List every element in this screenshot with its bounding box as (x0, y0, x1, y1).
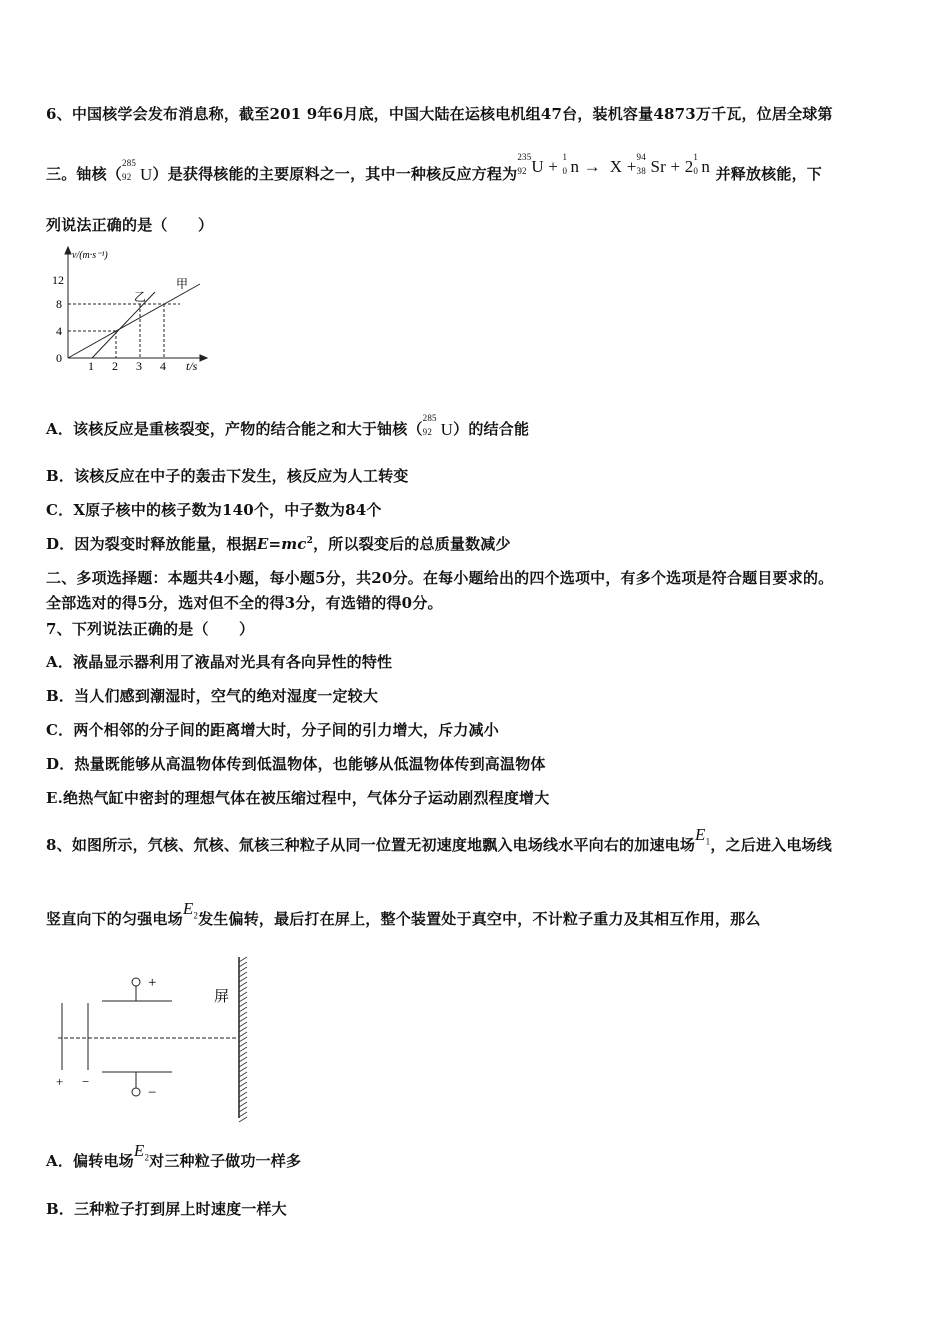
nuclide-symbol: U (440, 420, 454, 439)
eq-u-sym: U (531, 157, 544, 176)
eq-sr-sym: Sr (650, 157, 667, 176)
hatch-line (239, 1037, 247, 1042)
hatch-line (239, 1047, 247, 1052)
y-tick-0: 0 (56, 351, 62, 365)
eq-n-atomic: 0 (562, 166, 568, 176)
hatch-line (239, 1102, 247, 1107)
y-tick-12: 12 (52, 273, 64, 287)
q8-line2-tail: 发生偏转，最后打在屏上，整个装置处于真空中，不计粒子重力及其相互作用，那么 (198, 910, 761, 928)
eq-n-mass: 1 (562, 152, 568, 162)
q6-option-d (46, 533, 511, 554)
hatch-line (239, 992, 247, 997)
top-plus-sign: + (148, 975, 157, 991)
q6-option-d-text: D．因为裂变时释放能量，根据 (46, 535, 257, 553)
left-minus-sign: − (82, 1074, 90, 1089)
eq-plus2: + (626, 157, 637, 176)
hatch-line (239, 1052, 247, 1057)
nuclide-mass: 285 (422, 413, 437, 423)
q6-line2 (46, 152, 822, 185)
eq-u-mass: 235 (517, 152, 532, 162)
eq-u-atomic: 92 (517, 166, 527, 176)
field-e1-sub: 1 (705, 836, 711, 847)
hatch-line (239, 997, 247, 1002)
q8-option-a (46, 1141, 302, 1172)
eq-n2-atomic: 0 (693, 166, 699, 176)
field-e2-option (134, 1141, 149, 1162)
bottom-minus-sign: − (148, 1085, 157, 1101)
q6-line2-a: 三。铀核（ (46, 165, 123, 183)
q8-line2-text: 竖直向下的匀强电场 (46, 910, 183, 928)
x-axis-label: t/s (186, 359, 198, 373)
hatch-line (239, 1087, 247, 1092)
q8-line2 (46, 899, 761, 930)
x-tick-4: 4 (160, 359, 166, 373)
field-e2-symbol: E (133, 1141, 145, 1160)
uranium-nuclide-a (422, 413, 454, 440)
hatch-line (239, 1042, 247, 1047)
uranium-nuclide (122, 158, 153, 185)
y-tick-4: 4 (56, 324, 62, 338)
y-axis-label: v/(m·s⁻¹) (72, 250, 108, 261)
hatch-line (239, 1022, 247, 1027)
left-plus-sign: + (56, 1074, 64, 1089)
nuclide-atomic: 92 (122, 172, 132, 182)
hatch-line (239, 972, 247, 977)
q6-line1: 6、中国核学会发布消息称，截至201 9年6月底，中国大陆在运核电机组47台，装机容量4873万千瓦，位居全球第 (46, 105, 833, 123)
q7-option-a: A．液晶显示器利用了液晶对光具有各向异性的特性 (46, 653, 393, 671)
x-tick-3: 3 (136, 359, 142, 373)
nuclide-mass: 285 (122, 158, 137, 168)
hatch-line (239, 982, 247, 987)
field-apparatus-diagram (50, 955, 260, 1125)
eq-x: X (609, 157, 623, 176)
q7-option-e: E.绝热气缸中密封的理想气体在被压缩过程中，气体分子运动剧烈程度增大 (46, 789, 550, 807)
hatch-line (239, 1117, 247, 1122)
hatch-line (239, 1007, 247, 1012)
q6-option-d-tail: ，所以裂变后的总质量数减少 (313, 535, 511, 553)
hatch-line (239, 967, 247, 972)
q6-option-a-tail: ）的结合能 (453, 420, 530, 438)
hatch-line (239, 1002, 247, 1007)
q6-line2-b: ）是获得核能的主要原料之一，其中一种核反应方程为 (152, 165, 518, 183)
q6-option-c: C．X原子核中的核子数为140个，中子数为84个 (46, 501, 382, 519)
field-e2-sub: 2 (193, 910, 199, 921)
section2-line1: 二、多项选择题：本题共4小题，每小题5分，共20分。在每小题给出的四个选项中，有多个选项是符合题目要求的。 (46, 569, 834, 587)
hatch-line (239, 1107, 247, 1112)
eq-arrow: → (583, 157, 601, 176)
hatch-line (239, 1072, 247, 1077)
q7-option-c: C．两个相邻的分子间的距离增大时，分子间的引力增大，斥力减小 (46, 721, 499, 739)
q7-option-b: B．当人们感到潮湿时，空气的绝对湿度一定较大 (46, 687, 379, 705)
q8-line1-tail: ，之后进入电场线 (710, 836, 832, 854)
screen-label: 屏 (214, 989, 230, 1005)
eq-n-sym: n (570, 157, 580, 176)
eq-n2-sym: n (701, 157, 711, 176)
q7-option-d: D．热量既能够从高温物体传到低温物体，也能够从低温物体传到高温物体 (46, 755, 546, 773)
velocity-time-graph (50, 244, 220, 374)
field-e1-symbol: E (695, 825, 706, 844)
formula-exponent: 2 (306, 536, 314, 546)
eq-n2-mass: 1 (693, 152, 699, 162)
nuclide-atomic: 92 (422, 427, 433, 437)
hatch-line (239, 1017, 247, 1022)
eq-plus1: + (548, 157, 559, 176)
hatch-line (239, 1012, 247, 1017)
hatch-line (239, 1082, 247, 1087)
y-tick-8: 8 (56, 297, 62, 311)
field-e2-symbol: E (182, 899, 194, 918)
hatch-line (239, 1067, 247, 1072)
q8-option-a-text: A．偏转电场 (46, 1152, 134, 1170)
eq-sr-atomic: 38 (636, 166, 646, 176)
q7-stem: 7、下列说法正确的是（ ） (46, 620, 255, 638)
q8-option-a-tail: 对三种粒子做功一样多 (149, 1152, 302, 1170)
q6-line3: 列说法正确的是（ ） (46, 216, 214, 234)
top-terminal (132, 978, 140, 986)
q8-option-b: B．三种粒子打到屏上时速度一样大 (46, 1200, 287, 1218)
x-tick-2: 2 (112, 359, 118, 373)
q8-line1 (46, 825, 832, 856)
hatch-line (239, 957, 247, 962)
hatch-line (239, 977, 247, 982)
hatch-line (239, 1062, 247, 1067)
hatch-line (239, 1112, 247, 1117)
field-e2 (183, 899, 198, 920)
label-jia: 甲 (176, 277, 189, 291)
label-yi: 乙 (134, 290, 147, 304)
hatch-line (239, 1092, 247, 1097)
hatch-line (239, 1097, 247, 1102)
q6-line2-c: 并释放核能，下 (715, 165, 822, 183)
x-tick-1: 1 (88, 359, 94, 373)
bottom-terminal (132, 1088, 140, 1096)
hatch-line (239, 1057, 247, 1062)
x-axis-arrow (200, 355, 207, 361)
field-e1 (695, 825, 710, 846)
hatch-line (239, 1077, 247, 1082)
screen-hatching (239, 957, 247, 1122)
hatch-line (239, 1027, 247, 1032)
q6-option-a-text: A．该核反应是重核裂变，产物的结合能之和大于铀核（ (46, 420, 423, 438)
q6-option-a (46, 413, 530, 440)
q8-line1-text: 8、如图所示，氕核、氘核、氚核三种粒子从同一位置无初速度地飘入电场线水平向右的加速电场 (46, 836, 696, 854)
field-e2-sub: 2 (144, 1152, 150, 1163)
eq-plus3: + 2 (670, 157, 694, 176)
mass-energy-formula: E=mc (256, 535, 307, 553)
hatch-line (239, 987, 247, 992)
y-axis-arrow (65, 247, 71, 254)
nuclide-symbol: U (140, 165, 153, 184)
nuclear-equation (517, 152, 711, 177)
section2-line2: 全部选对的得5分，选对但不全的得3分，有选错的得0分。 (46, 594, 443, 612)
hatch-line (239, 962, 247, 967)
q6-option-b: B．该核反应在中子的轰击下发生，核反应为人工转变 (46, 467, 409, 485)
eq-sr-mass: 94 (636, 152, 646, 162)
hatch-line (239, 1032, 247, 1037)
